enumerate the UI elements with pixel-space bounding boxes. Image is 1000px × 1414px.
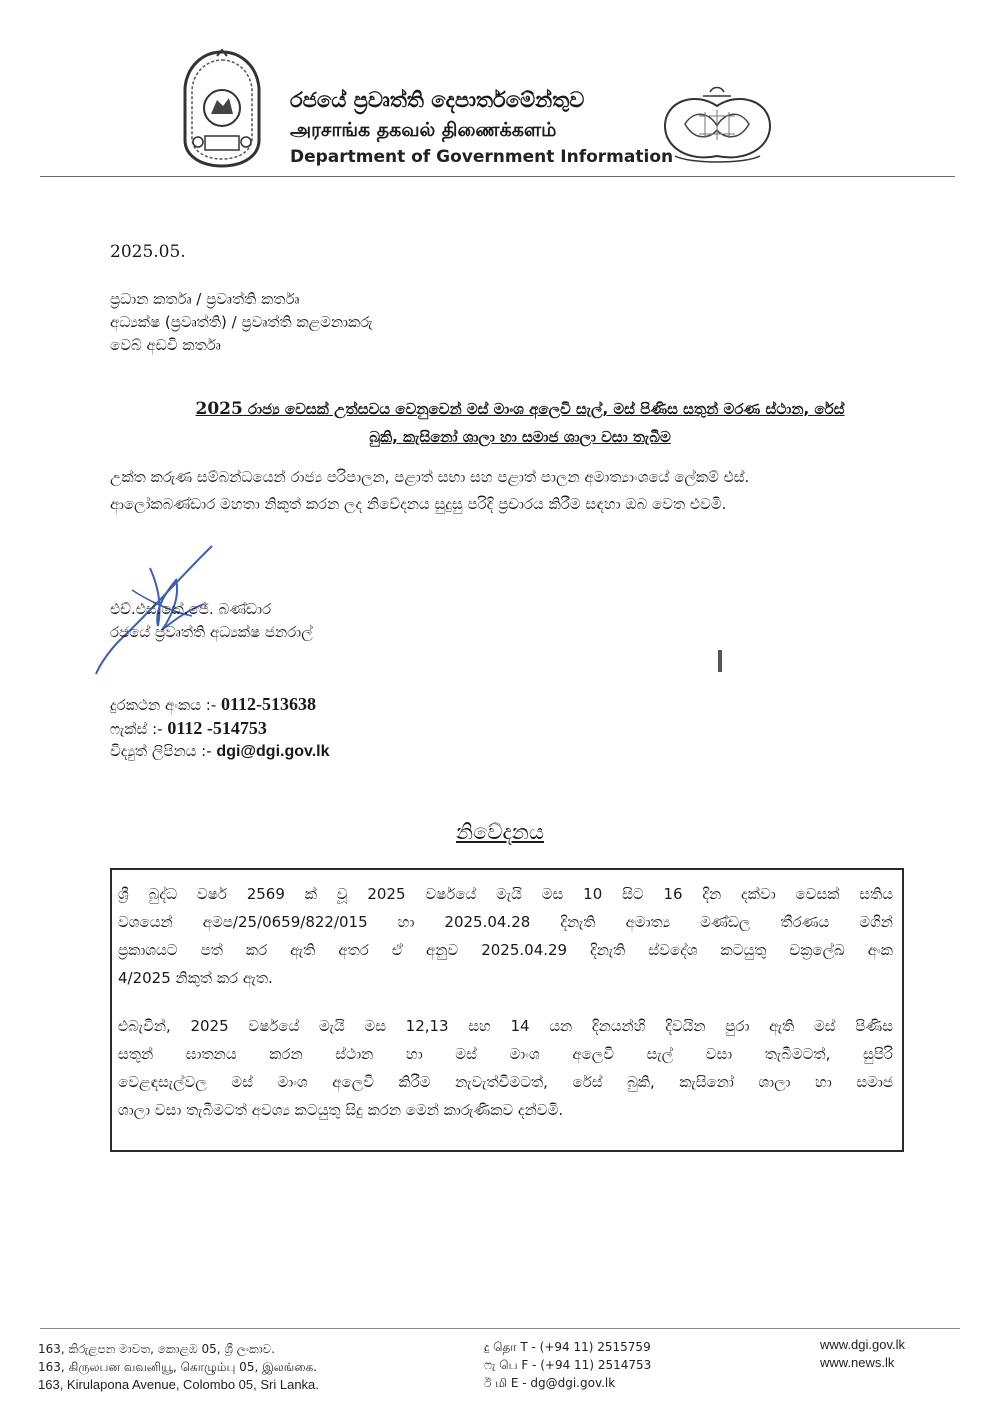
email-address: dgi@dgi.gov.lk <box>216 743 330 760</box>
notice-line: වශයෙන් අමප/25/0659/822/015 හා 2025.04.28 දිනැති අමාත්‍ය මණ්ඩල තීරණය මගින් <box>118 913 893 931</box>
notice-paragraph-2 <box>118 1012 893 1124</box>
notice-title: නිවේදනය <box>456 820 544 844</box>
footer-website-news[interactable]: www.news.lk <box>820 1355 895 1370</box>
header-divider <box>40 176 955 177</box>
phone-number: 0112-513638 <box>221 694 317 714</box>
recipient-line: වෙබ් අඩවි කර්තෘ <box>110 336 221 354</box>
notice-line: සතුන් ඝාතනය කරන ස්ථාන හා මස් මාංශ අලෙවි සැල් වසා තැබීමටත්, සුපිරි <box>118 1045 893 1063</box>
notice-line: ශ්‍රී බුද්ධ වර්ෂ 2569 ක් වූ 2025 වර්ෂයේ මැයි මස 10 සිට 16 දින දක්වා වෙසක් සතිය <box>118 885 893 903</box>
footer-email: ඊ மி E - dg@dgi.gov.lk <box>484 1376 616 1390</box>
ink-mark <box>718 650 722 672</box>
recipient-line: අධ්‍යක්ෂ (ප්‍රවෘත්ති) / ප්‍රවෘත්ති කළමනාකරු <box>110 313 373 331</box>
signatory-title: රජයේ ප්‍රවෘත්ති අධ්‍යක්ෂ ජනරාල් <box>110 623 313 641</box>
contact-email <box>110 742 330 761</box>
footer-website-dgi[interactable]: www.dgi.gov.lk <box>820 1337 906 1352</box>
footer-address-sinhala: 163, කිරුළපන මාවත, කොළඹ 05, ශ්‍රී ලංකාව. <box>38 1342 276 1356</box>
fax-number: 0112 -514753 <box>167 718 267 738</box>
department-seal-icon <box>655 86 780 166</box>
notice-paragraph-1 <box>118 880 893 992</box>
contact-fax <box>110 718 267 739</box>
subject-year: 2025 <box>195 399 243 419</box>
subject-line-1 <box>110 399 930 419</box>
letter-date: 2025.05. <box>110 242 186 262</box>
footer-fax: ෆැ பெ F - (+94 11) 2514753 <box>484 1358 652 1372</box>
intro-line-1: උක්ත කරුණ සම්බන්ධයෙන් රාජ්‍ය පරිපාලන, පළාත් සභා සහ පළාත් පාලන අමාත්‍යාංශයේ ලේකම් එස්. <box>110 468 750 486</box>
header-title-tamil: அரசாங்க தகவல் திணைக்களம் <box>290 119 557 141</box>
footer-telephone: දු தொ T - (+94 11) 2515759 <box>484 1340 651 1354</box>
footer-address-english: 163, Kirulapona Avenue, Colombo 05, Sri Lanka. <box>38 1377 319 1392</box>
fax-label: ෆැක්ස් :- <box>110 720 168 738</box>
signatory-name: එච්.එස්.කේ.ජේ. බණ්ඩාර <box>110 600 272 618</box>
subject-line-2: බුකි, කැසිනෝ ශාලා හා සමාජ ශාලා වසා තැබීම <box>369 428 671 446</box>
intro-line-2: ආලෝකබණ්ඩාර මහතා නිකුත් කරන ලද නිවේදනය සුදුසු පරිදි ප්‍රචාරය කිරීම සඳහා ඔබ වෙත එවමි. <box>110 495 727 513</box>
notice-line: එබැවින්, 2025 වර්ෂයේ මැයි මස 12,13 සහ 14 යන දිනයන්හි දිවයින පුරා ඇති මස් පිණිස <box>118 1017 893 1035</box>
sri-lanka-emblem-icon <box>181 48 263 170</box>
phone-label: දුරකථන අංකය :- <box>110 696 222 714</box>
email-label: විද්‍යුත් ලිපිනය :- <box>110 742 217 760</box>
header-title-english: Department of Government Information <box>290 147 674 167</box>
notice-line: ප්‍රකාශයට පත් කර ඇති අතර ඒ අනුව 2025.04.29 දිනැති ස්වදේශ කටයුතු චක්‍රලේඛ අංක <box>118 941 893 959</box>
notice-line: ශාලා වසා තැබීමටත් අවශ්‍ය කටයුතු සිදු කරන මෙන් කාරුණිකව දන්වමි. <box>118 1101 564 1119</box>
footer-address-tamil: 163, கிருலபன வவனியூ, கொழும்பு 05, இலங்கை. <box>38 1360 318 1374</box>
notice-line: 4/2025 නිකුත් කර ඇත. <box>118 969 273 987</box>
subject-text-1: රාජ්‍ය වෙසක් උත්සවය වෙනුවෙන් මස් මාංශ අලෙවි සැල්, මස් පිණිස සතුන් මරණ ස්ථාන, රේස් <box>242 400 845 418</box>
recipient-line: ප්‍රධාන කර්තෘ / ප්‍රවෘත්ති කර්තෘ <box>110 290 300 308</box>
header-title-sinhala: රජයේ ප්‍රවෘත්ති දෙපාර්තමේන්තුව <box>290 88 585 112</box>
footer-divider <box>40 1328 960 1329</box>
contact-phone <box>110 694 316 715</box>
notice-line: වෙළඳසැල්වල මස් මාංශ අලෙවි කිරීම නැවැත්වීමටත්, රේස් බුකි, කැසිනෝ ශාලා හා සමාජ <box>118 1073 893 1091</box>
